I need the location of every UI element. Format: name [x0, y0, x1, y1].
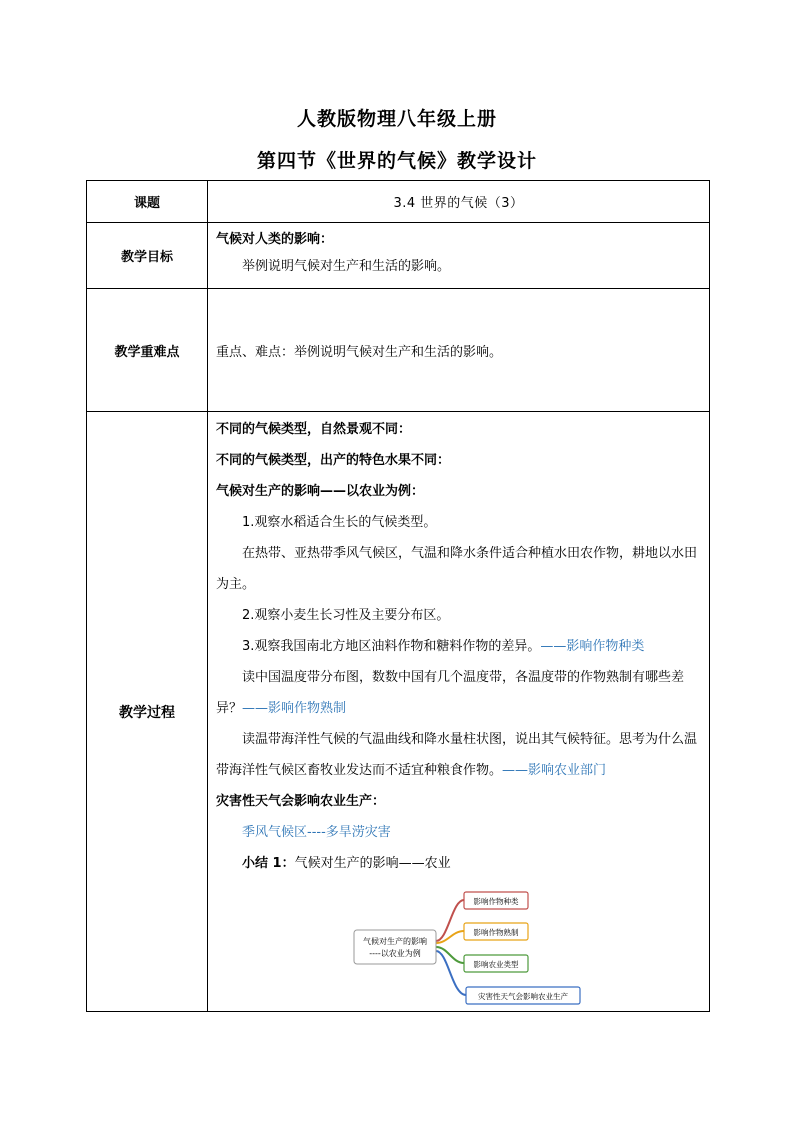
agriculture-sector-note: ——影响农业部门 [502, 763, 607, 778]
mind-map-center-node [354, 930, 436, 964]
goals-cell [208, 223, 710, 289]
keypoints-text: 重点、难点：举例说明气候对生产和生活的影响。 [208, 289, 710, 412]
center-node-line-1: 气候对生产的影响 [363, 937, 427, 946]
process-paragraph-2: 在热带、亚热带季风气候区，气温和降水条件适合种植水田农作物，耕地以水田为主。 [216, 546, 698, 592]
process-label: 教学过程 [87, 412, 208, 1012]
process-paragraph-3: 2.观察小麦生长习性及主要分布区。 [242, 608, 450, 623]
process-cell [208, 412, 710, 1012]
process-paragraph-4 [216, 631, 703, 662]
document-subtitle: 第四节《世界的气候》教学设计 [256, 150, 537, 172]
summary-line [216, 848, 703, 879]
crop-type-note: ——影响作物种类 [540, 639, 645, 654]
process-heading-4: 灾害性天气会影响农业生产： [216, 794, 386, 809]
process-paragraph-6 [216, 724, 703, 786]
branch-connector-4 [436, 951, 466, 995]
mind-map [346, 891, 586, 1011]
process-heading-2: 不同的气候类型，出产的特色水果不同： [216, 453, 451, 468]
table-row-process [87, 412, 710, 1012]
lesson-plan-table [86, 180, 710, 1012]
process-heading-1: 不同的气候类型，自然景观不同： [216, 422, 412, 437]
monsoon-disaster-note: 季风气候区----多旱涝灾害 [242, 825, 391, 840]
goals-label: 教学目标 [87, 223, 208, 289]
paragraph-text: 3.观察我国南北方地区油料作物和糖料作物的差异。 [242, 639, 541, 654]
branch-label-4: 灾害性天气会影响农业生产 [478, 992, 568, 1001]
paragraph-text: 读温带海洋性气候的气温曲线和降水量柱状图，说出其气候特征。思考为什么温带海洋性气候区畜牧业发达而不适宜种粮食作物。 [216, 732, 698, 778]
summary-label: 小结 1： [242, 856, 295, 871]
goals-heading: 气候对人类的影响： [216, 232, 334, 247]
center-node-line-2: ----以农业为例 [369, 949, 421, 958]
branch-connector-2 [436, 931, 464, 943]
table-row-goals [87, 223, 710, 289]
goals-text: 举例说明气候对生产和生活的影响。 [242, 259, 451, 274]
branch-label-3: 影响农业类型 [473, 960, 519, 969]
keypoints-label: 教学重难点 [87, 289, 208, 412]
crop-maturity-note: ——影响作物熟制 [242, 701, 347, 716]
branch-label-1: 影响作物种类 [473, 897, 519, 906]
paragraph-text: 读中国温度带分布图，数数中国有几个温度带，各温度带的作物熟制有哪些差异？ [216, 670, 685, 716]
process-heading-3: 气候对生产的影响——以农业为例： [216, 484, 425, 499]
process-paragraph-1: 1.观察水稻适合生长的气候类型。 [242, 515, 437, 530]
summary-text: 气候对生产的影响——农业 [294, 856, 451, 871]
branch-label-2: 影响作物熟制 [473, 928, 519, 937]
process-paragraph-5 [216, 662, 703, 724]
table-row-keypoints [87, 289, 710, 412]
topic-label: 课题 [87, 181, 208, 223]
document-title: 人教版物理八年级上册 [296, 108, 497, 130]
table-row-topic [87, 181, 710, 223]
branch-connector-1 [436, 900, 464, 941]
branch-connector-3 [436, 947, 464, 963]
topic-value: 3.4 世界的气候（3） [208, 181, 710, 223]
